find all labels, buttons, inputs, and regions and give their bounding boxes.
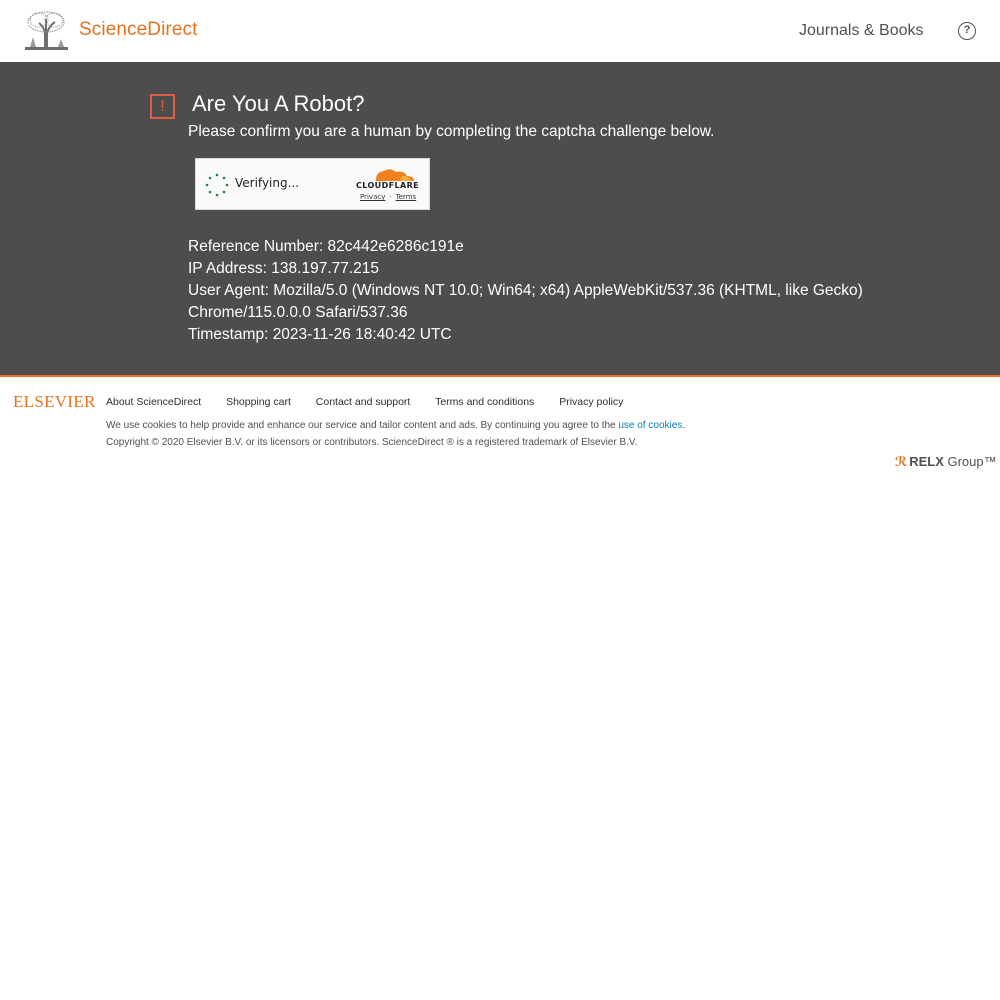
user-agent: User Agent: Mozilla/5.0 (Windows NT 10.0; Win64; x64) AppleWebKit/537.36 (KHTML, like Gecko) [188,282,863,299]
relx-icon: ℛ [895,454,908,469]
cookie-text: We use cookies to help provide and enhance our service and tailor content and ads. By continuing you agree to the [106,420,619,431]
elsevier-tree-icon[interactable] [25,11,68,51]
robot-challenge-panel [0,62,1000,377]
cookie-notice [106,420,685,431]
footer-link-shopping-cart[interactable]: Shopping cart [226,396,291,408]
cloudflare-logo: CLOUDFLARE [356,181,419,190]
footer-links [106,396,645,408]
timestamp: Timestamp: 2023-11-26 18:40:42 UTC [188,326,452,343]
site-footer [0,379,1000,489]
help-icon[interactable]: ? [958,22,976,40]
request-details [188,236,863,346]
cookie-text-end: . [682,420,686,431]
sciencedirect-home-link[interactable]: ScienceDirect [79,19,198,40]
page-title: Are You A Robot? [192,91,365,116]
captcha-widget[interactable] [195,158,430,210]
captcha-privacy-link[interactable]: Privacy [360,193,386,201]
reference-number: Reference Number: 82c442e6286c191e [188,238,464,255]
site-header [0,0,1000,62]
challenge-instructions: Please confirm you are a human by completing the captcha challenge below. [188,123,715,140]
captcha-links [360,193,416,201]
elsevier-logo[interactable]: ELSEVIER [13,392,96,411]
footer-link-terms[interactable]: Terms and conditions [435,396,535,408]
captcha-terms-link[interactable]: Terms [395,193,417,201]
copyright: Copyright © 2020 Elsevier B.V. or its licensors or contributors. ScienceDirect ® is a registered trademark of Elsevier B.V. [106,437,638,448]
relx-wordmark: RELX [909,454,944,469]
user-agent-continued: Chrome/115.0.0.0 Safari/537.36 [188,304,408,321]
footer-link-contact[interactable]: Contact and support [315,396,411,408]
use-of-cookies-link[interactable]: use of cookies [618,420,683,431]
ip-address: IP Address: 138.197.77.215 [188,260,380,277]
captcha-status: Verifying... [235,176,300,190]
footer-link-about[interactable]: About ScienceDirect [106,396,202,408]
relx-group-text: Group™ [943,454,997,469]
warning-icon: ! [150,94,175,119]
journals-books-link[interactable]: Journals & Books [799,22,924,39]
footer-link-privacy[interactable]: Privacy policy [559,396,624,408]
relx-logo[interactable] [895,454,997,470]
link-separator: · [389,193,392,201]
spinner-icon [205,173,229,197]
